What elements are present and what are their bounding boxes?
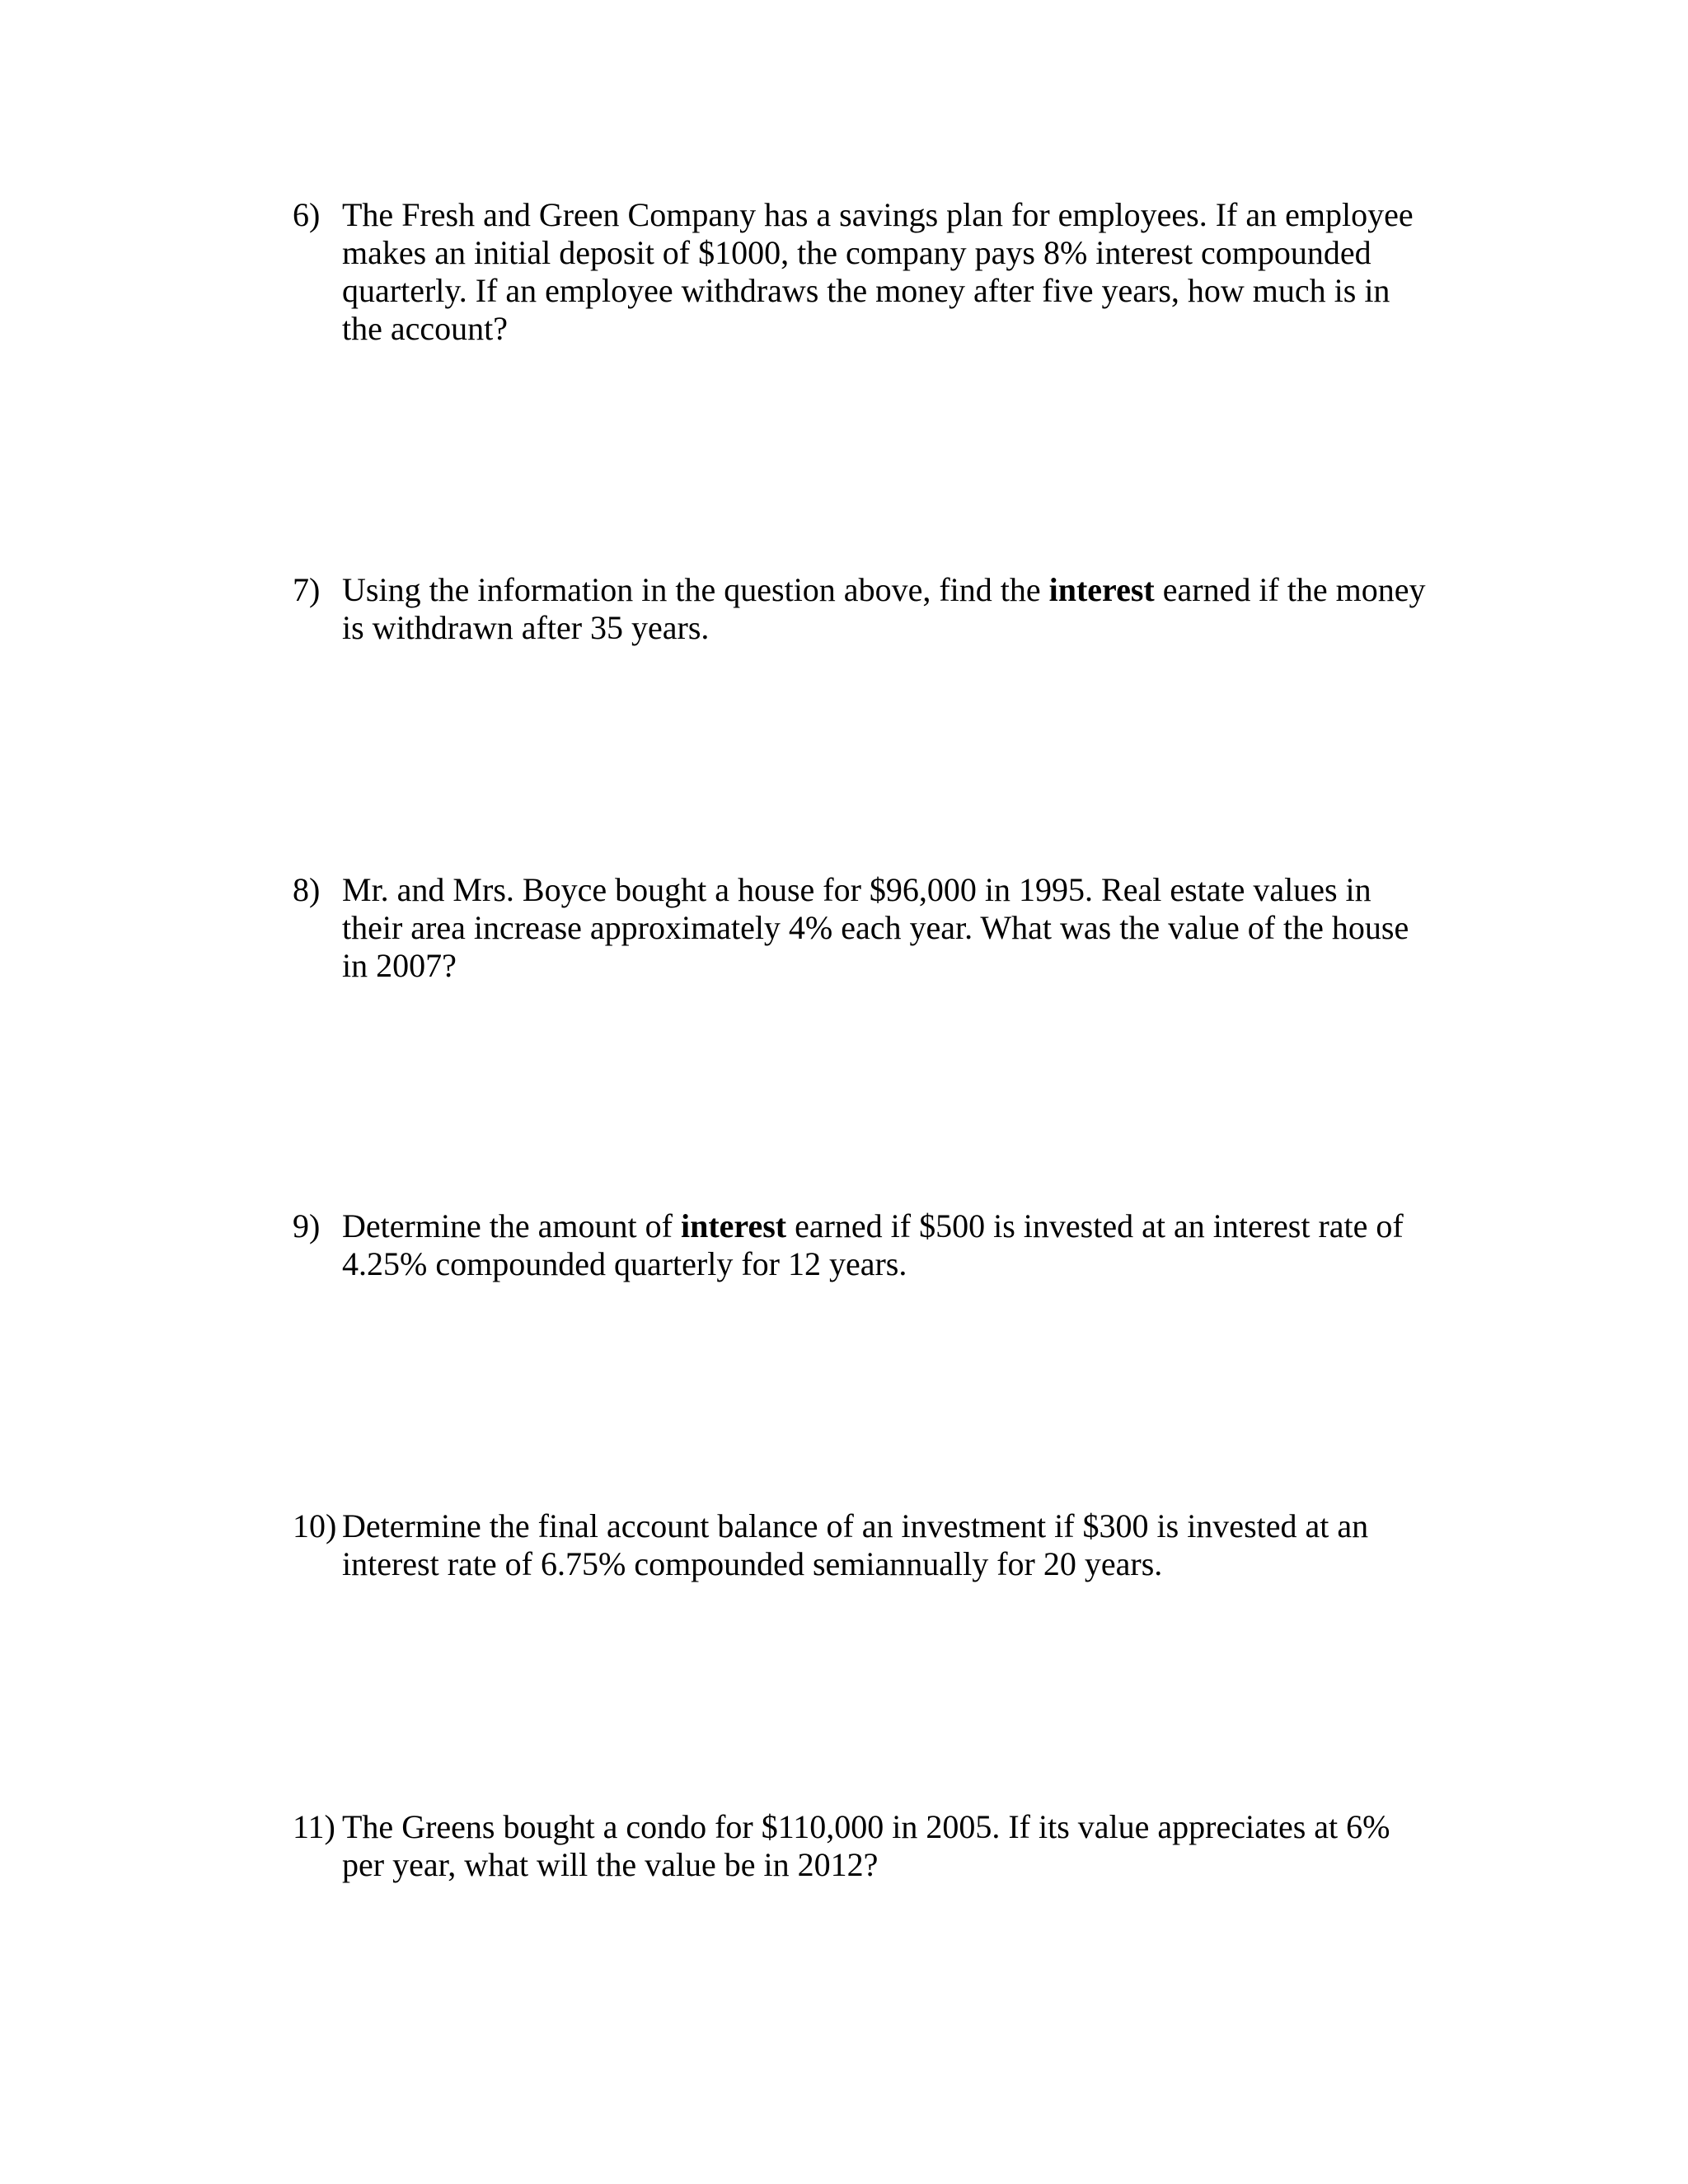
question-text [342,1507,1447,1583]
text-segment: earned if $500 is invested at an interest rate of [786,1207,1404,1244]
question-number: 9) [293,1207,321,1244]
question-text [342,871,1447,985]
question-line: quarterly. If an employee withdraws the money after five years, how much is in [342,272,1390,309]
question-text [342,196,1447,348]
question-line: interest rate of 6.75% compounded semiannually for 20 years. [342,1545,1163,1582]
question-9 [293,1207,1447,1283]
question-6 [293,196,1447,348]
question-number: 6) [293,196,321,233]
question-8 [293,871,1447,985]
question-line: is withdrawn after 35 years. [342,609,710,646]
question-line: The Greens bought a condo for $110,000 in 2005. If its value appreciates at 6% [342,1808,1390,1845]
question-text [342,571,1447,647]
question-number: 7) [293,571,321,608]
question-number: 11) [293,1808,335,1845]
question-7 [293,571,1447,647]
text-segment: Using the information in the question above, find the [342,571,1049,608]
question-line: per year, what will the value be in 2012? [342,1846,879,1883]
question-line: makes an initial deposit of $1000, the company pays 8% interest compounded [342,234,1372,271]
text-segment: earned if the money [1154,571,1426,608]
emphasized-word: interest [680,1207,787,1244]
question-line: Mr. and Mrs. Boyce bought a house for $96,000 in 1995. Real estate values in [342,871,1372,908]
question-number: 10) [293,1507,337,1544]
question-text [342,1808,1447,1884]
question-line: in 2007? [342,947,457,984]
question-line: their area increase approximately 4% each year. What was the value of the house [342,909,1409,946]
question-line [342,1207,1447,1245]
question-line: 4.25% compounded quarterly for 12 years. [342,1245,907,1282]
text-segment: Determine the amount of [342,1207,681,1244]
question-11 [293,1808,1447,1884]
question-line: the account? [342,310,508,347]
question-10 [293,1507,1447,1583]
question-line: Determine the final account balance of an investment if $300 is invested at an [342,1507,1369,1544]
question-line: The Fresh and Green Company has a savings plan for employees. If an employee [342,196,1414,233]
emphasized-word: interest [1048,571,1155,608]
question-number: 8) [293,871,321,908]
question-line [342,571,1447,609]
question-text [342,1207,1447,1283]
